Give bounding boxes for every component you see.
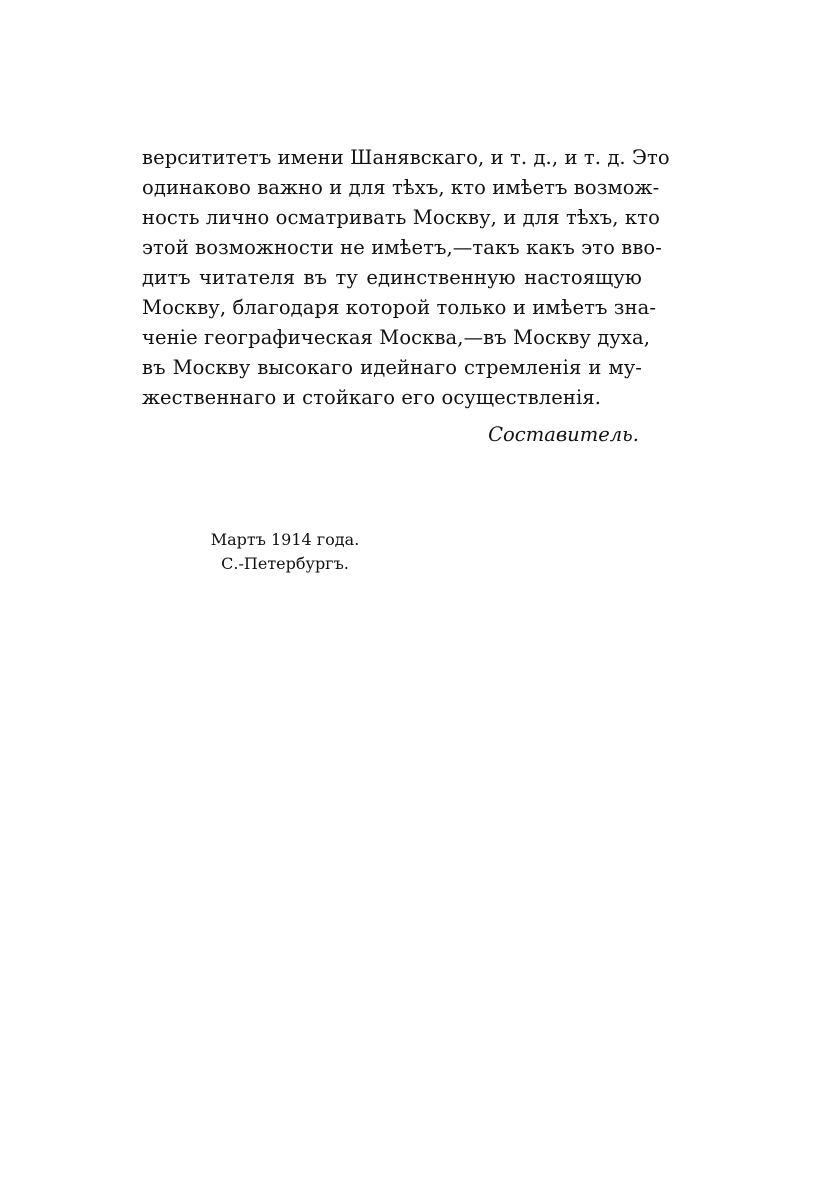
paragraph-line: Москву, благодаря которой только и имѣетъ зна- xyxy=(142,296,657,319)
dateline xyxy=(175,528,395,576)
author-signature: Составитель. xyxy=(488,423,639,446)
paragraph-line: версититетъ имени Шанявскаго, и т. д., и т. д. Это xyxy=(142,146,670,169)
paragraph-line: въ Москву высокаго идейнаго стремленія и му- xyxy=(142,356,642,379)
place-text: С.-Петербургъ. xyxy=(221,554,349,573)
paragraph-line: жественнаго и стойкаго его осуществленія. xyxy=(142,386,602,409)
paragraph-line: одинаково важно и для тѣхъ, кто имѣетъ возмож- xyxy=(142,176,660,199)
paragraph-line: этой возможности не имѣетъ,—такъ какъ это вво- xyxy=(142,236,662,259)
date-text: Мартъ 1914 года. xyxy=(210,530,360,549)
paragraph-line: ченіе географическая Москва,—въ Москву духа, xyxy=(142,326,651,349)
paragraph-line: ность лично осматривать Москву, и для тѣхъ, кто xyxy=(142,206,660,229)
body-paragraph xyxy=(142,143,670,413)
paragraph-line: дитъ читателя въ ту единственную настоящую xyxy=(142,266,642,289)
